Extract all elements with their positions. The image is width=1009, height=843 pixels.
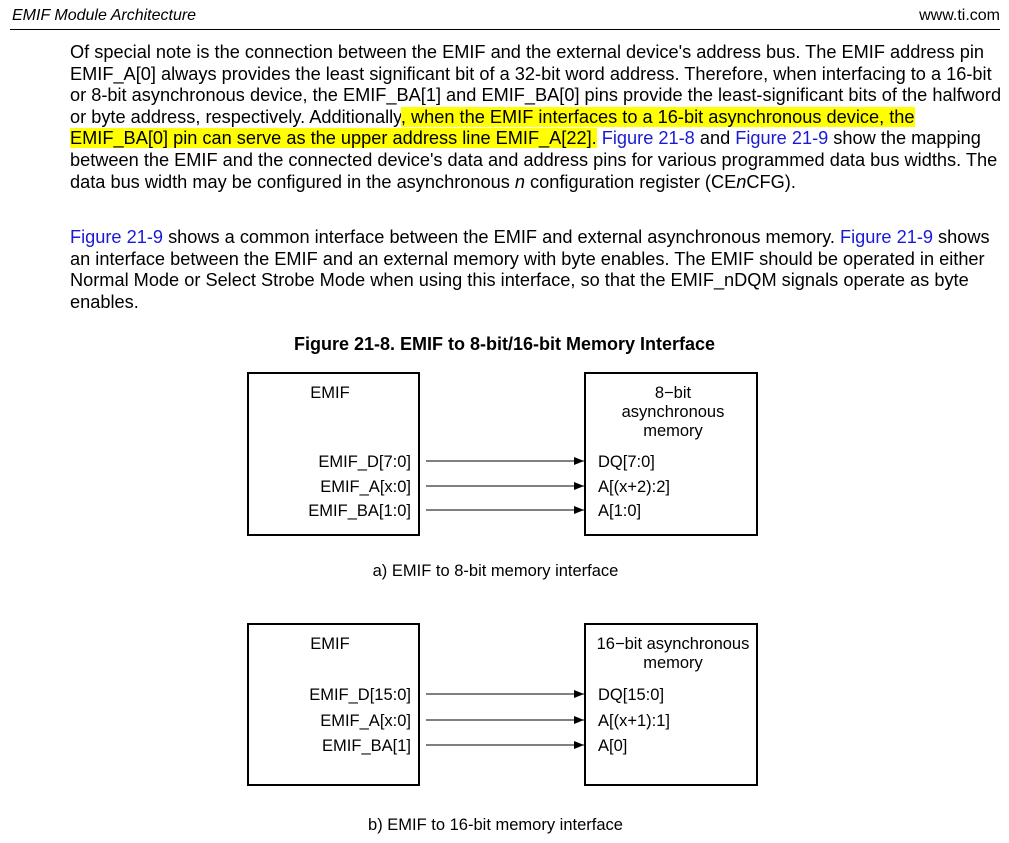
signal-left: EMIF_BA[1]: [322, 737, 411, 755]
memory-label-b-line1: 16−bit asynchronous: [596, 635, 750, 653]
site-link[interactable]: www.ti.com: [919, 7, 1000, 24]
diagram-a: [248, 373, 757, 535]
signal-left: EMIF_A[x:0]: [320, 478, 411, 496]
figure-21-9-link[interactable]: Figure 21-9: [70, 227, 164, 247]
p1-italic-n-2: n: [736, 171, 747, 192]
signal-right: DQ[15:0]: [598, 686, 665, 704]
figure-21-9-link-2[interactable]: Figure 21-9: [839, 227, 933, 247]
signal-left: EMIF_BA[1:0]: [308, 502, 411, 520]
highlighted-text: , when the EMIF interfaces to a 16-bit asynchronous device, the EMIF_BA[0] pin can serve as the upper address line EMIF_A[22].: [70, 106, 915, 149]
signal-right: A[1:0]: [598, 502, 642, 520]
figure-title: Figure 21-8. EMIF to 8-bit/16-bit Memory Interface: [293, 334, 716, 354]
emif-label-b: EMIF: [310, 635, 350, 653]
memory-label-a-line1: 8−bit: [654, 384, 692, 402]
p1-text-4: configuration register (CE: [524, 171, 737, 192]
p2-text-2: shows an interface between the EMIF and an external memory with byte enables. The EMIF should be operated in either Normal Mode or Select Strobe Mode when using this interface, so that the EMIF_nDQM signals operate as byte enables.: [70, 227, 990, 312]
emif-label-a: EMIF: [310, 384, 350, 402]
diagram-b: [248, 624, 757, 785]
memory-label-a-line2: asynchronous: [621, 403, 725, 421]
p2-text-1: shows a common interface between the EMIF and external asynchronous memory.: [163, 227, 840, 247]
caption-b: b) EMIF to 16-bit memory interface: [368, 816, 623, 834]
caption-a: a) EMIF to 8-bit memory interface: [372, 562, 619, 580]
section-title: EMIF Module Architecture: [12, 7, 197, 24]
signal-right: A[(x+2):2]: [598, 478, 670, 496]
signal-left: EMIF_D[7:0]: [318, 453, 411, 471]
p1-text-1: Of special note is the connection between the EMIF and the external device's address bus. The EMIF address pin EMIF_A[0] always provides the least significant bit of a 32-bit word address. Therefore, when interfacing to a 16-bit or 8-bit asynchronous device, the EMIF_BA[1] and EMIF_BA[0] pins provide the least-significant bits of the halfword or byte address, respectively. Additionally: [70, 42, 1002, 127]
figure-21-9-link[interactable]: Figure 21-9: [735, 128, 829, 149]
p1-text-2: and: [694, 128, 736, 149]
signal-right: DQ[7:0]: [598, 453, 655, 471]
p1-text-5: CFG).: [746, 171, 796, 192]
p1-text-3: show the mapping between the EMIF and the connected device's data and address pins for various programmed data bus widths. The data bus width may be configured in the asynchronous: [70, 128, 998, 192]
signal-right: A[(x+1):1]: [598, 712, 670, 730]
memory-label-a-line3: memory: [643, 422, 703, 440]
signal-left: EMIF_A[x:0]: [320, 712, 411, 730]
memory-label-b-line2: memory: [643, 654, 703, 672]
figure-21-8-link[interactable]: Figure 21-8: [601, 128, 695, 149]
signal-right: A[0]: [598, 737, 628, 755]
p1-italic-n: n: [514, 171, 525, 192]
signal-left: EMIF_D[15:0]: [309, 686, 411, 704]
